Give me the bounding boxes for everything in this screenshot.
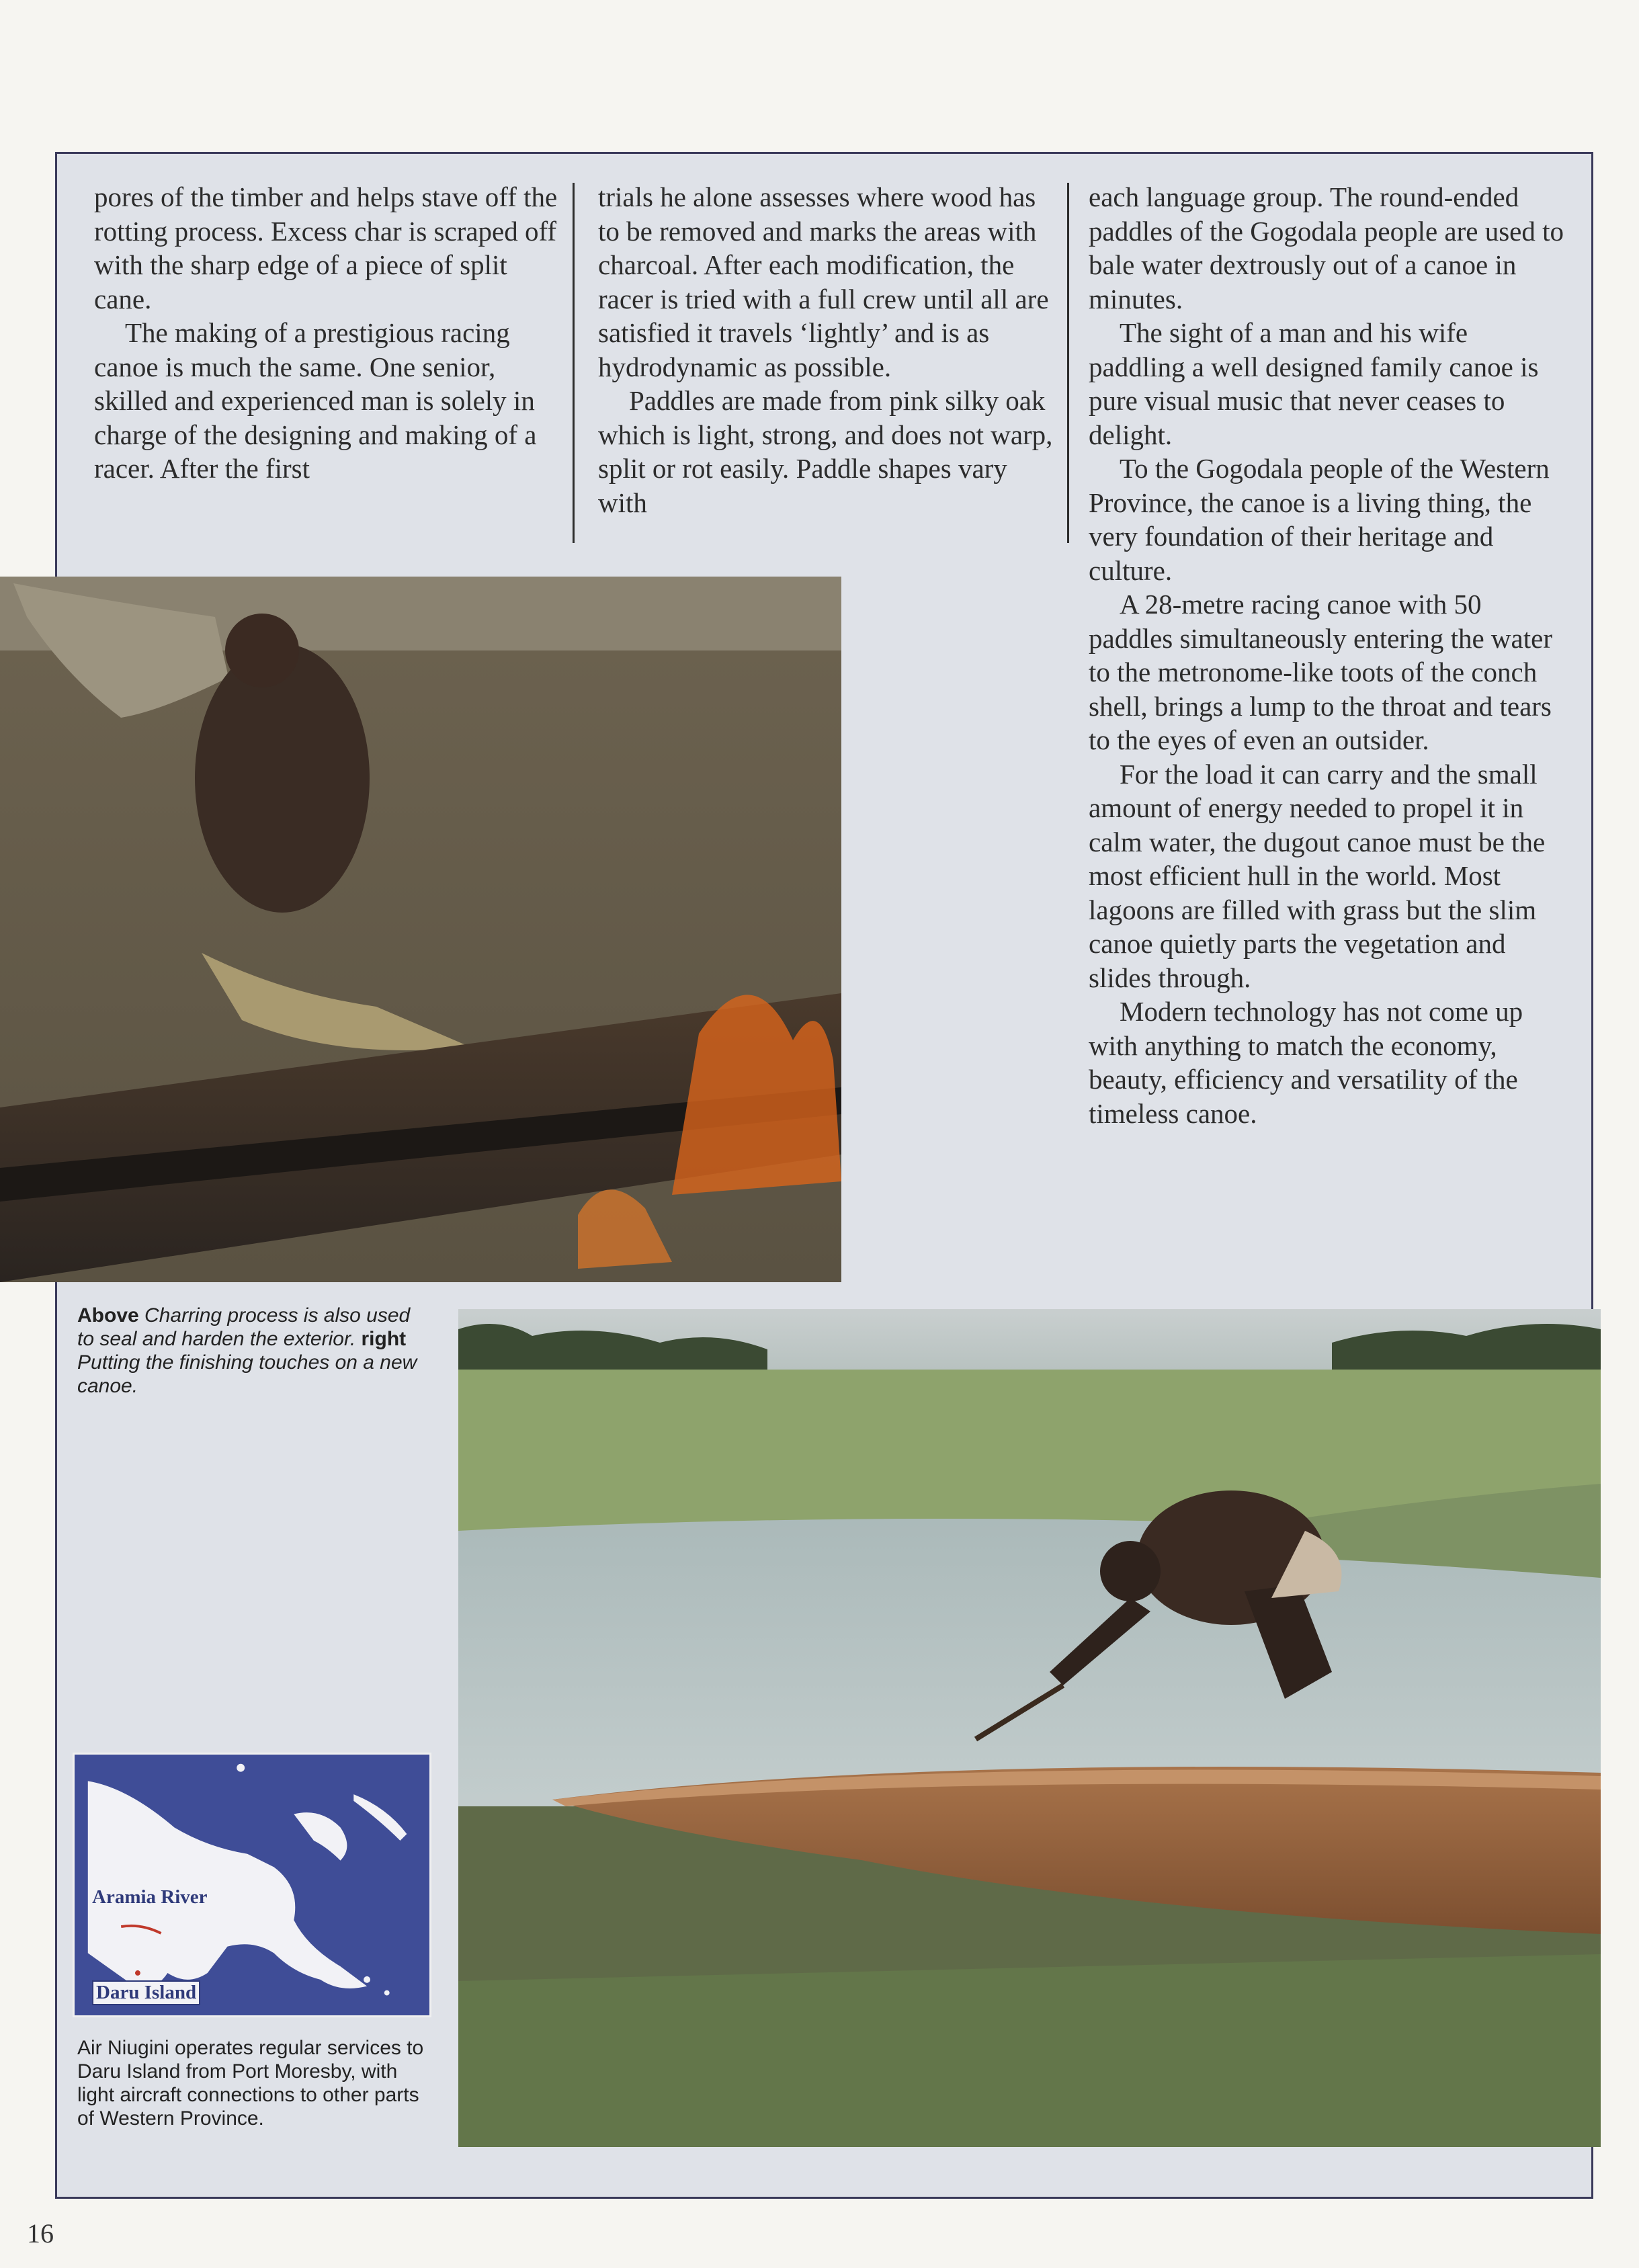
finishing-canoe-photo bbox=[458, 1309, 1601, 2147]
column-divider bbox=[1067, 183, 1069, 543]
photo-caption bbox=[77, 1304, 427, 1398]
caption-text-right: Putting the finishing touches on a new canoe. bbox=[77, 1351, 417, 1397]
map-label-daru-island: Daru Island bbox=[92, 1980, 200, 2005]
caption-label-right: right bbox=[361, 1328, 407, 1350]
map-label-aramia-river: Aramia River bbox=[92, 1886, 208, 1908]
page-number: 16 bbox=[27, 2218, 54, 2249]
paragraph: A 28-metre racing canoe with 50 paddles simultaneously entering the water to the metronome-like toots of the conch shell, brings a lump to the throat and tears to the eyes of even an outsider. bbox=[1089, 589, 1552, 755]
papua-new-guinea-map bbox=[73, 1753, 431, 2017]
article-column-2 bbox=[598, 180, 1062, 550]
caption-text-above: Charring process is also used to seal and harden the exterior. bbox=[77, 1304, 411, 1350]
paragraph: trials he alone assesses where wood has to be removed and marks the areas with charcoal. After each modification, the racer is tried with a full crew until all are satisfied it travels ‘lightly’ and is as hydrodynamic as possible. bbox=[598, 181, 1049, 382]
charring-canoe-photo bbox=[0, 577, 841, 1282]
paragraph: pores of the timber and helps stave off the rotting process. Excess char is scraped off with the sharp edge of a piece of split cane. bbox=[94, 181, 558, 314]
article-column-3 bbox=[1089, 180, 1566, 1130]
paragraph: each language group. The round-ended paddles of the Gogodala people are used to bale water dextrously out of a canoe in minutes. bbox=[1089, 181, 1564, 314]
column-divider bbox=[573, 183, 575, 543]
paragraph: To the Gogodala people of the Western Province, the canoe is a living thing, the very foundation of their heritage and culture. bbox=[1089, 453, 1550, 586]
paragraph: Modern technology has not come up with anything to match the economy, beauty, efficiency and versatility of the timeless canoe. bbox=[1089, 996, 1523, 1129]
paragraph: Paddles are made from pink silky oak which is light, strong, and does not warp, split or rot easily. Paddle shapes vary with bbox=[598, 385, 1053, 518]
map-caption: Air Niugini operates regular services to Daru Island from Port Moresby, with light aircraft connections to other parts of Western Province. bbox=[77, 2037, 424, 2130]
article-column-1 bbox=[94, 180, 564, 550]
paragraph: The sight of a man and his wife paddling a well designed family canoe is pure visual music that never ceases to delight. bbox=[1089, 317, 1539, 450]
paragraph: For the load it can carry and the small amount of energy needed to propel it in calm water, the dugout canoe must be the most efficient hull in the world. Most lagoons are filled with grass but the slim canoe quietly parts the vegetation and slides through. bbox=[1089, 758, 1546, 993]
paragraph: The making of a prestigious racing canoe is much the same. One senior, skilled and experienced man is solely in charge of the designing and making of a racer. After the first bbox=[94, 317, 537, 484]
caption-label-above: Above bbox=[77, 1304, 145, 1327]
